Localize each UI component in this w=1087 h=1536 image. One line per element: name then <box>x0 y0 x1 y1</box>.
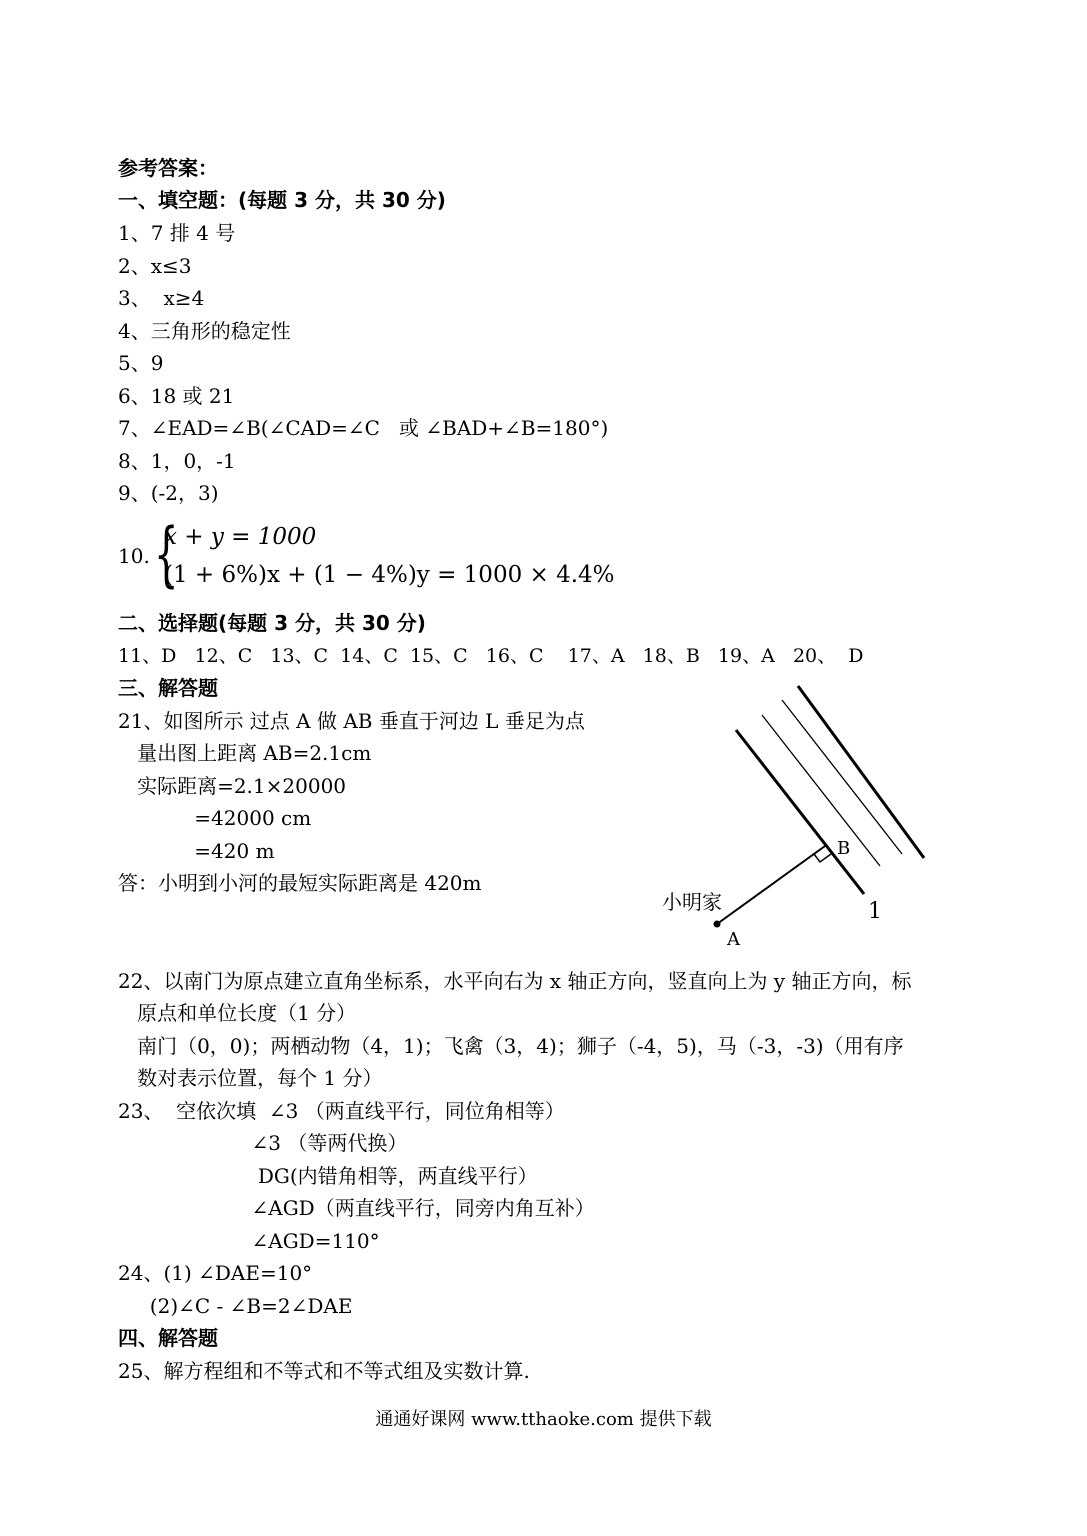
equation-2: (1 + 6%)x + (1 − 4%)y = 1000 × 4.4% <box>164 562 615 588</box>
answer-8: 8、1，0，-1 <box>118 449 236 473</box>
river-line-1 <box>736 730 864 894</box>
q21-line-4: =42000 cm <box>118 806 312 830</box>
answer-6: 6、18 或 21 <box>118 384 235 408</box>
footer-source: 通通好课网 www.tthaoke.com 提供下载 <box>375 1409 712 1430</box>
section-multiple-choice: 二、选择题(每题 3 分，共 30 分) <box>118 611 426 635</box>
river-diagram <box>650 680 950 960</box>
q21-line-1: 21、如图所示 过点 A 做 AB 垂直于河边 L 垂足为点 <box>118 709 585 733</box>
answer-3: 3、 x≥4 <box>118 286 205 310</box>
section-fill-in: 一、填空题：(每题 3 分，共 30 分) <box>118 188 446 212</box>
answer-1: 1、7 排 4 号 <box>118 221 236 245</box>
q24-line-2: (2)∠C - ∠B=2∠DAE <box>118 1294 353 1318</box>
perpendicular-ab <box>717 846 825 924</box>
river-line-2 <box>762 715 880 866</box>
label-l: 1 <box>868 899 882 924</box>
label-a: A <box>727 929 740 950</box>
river-line-3 <box>782 700 902 854</box>
brace-icon: { <box>154 513 179 595</box>
label-home: 小明家 <box>662 890 722 914</box>
section-solutions-4: 四、解答题 <box>118 1326 218 1350</box>
answer-5: 5、9 <box>118 351 164 375</box>
section-solutions: 三、解答题 <box>118 676 218 700</box>
q21-line-2: 量出图上距离 AB=2.1cm <box>118 741 372 765</box>
answer-4: 4、三角形的稳定性 <box>118 319 291 343</box>
q24-line-1: 24、(1) ∠DAE=10° <box>118 1261 313 1285</box>
answer-10-label: 10. <box>118 544 150 568</box>
q23-line-4: ∠AGD（两直线平行，同旁内角互补） <box>118 1196 595 1220</box>
q21-line-3: 实际距离=2.1×20000 <box>118 774 347 798</box>
answer-2: 2、x≤3 <box>118 254 192 278</box>
q23-line-5: ∠AGD=110° <box>118 1229 380 1253</box>
choice-answers: 11、D 12、C 13、C 14、C 15、C 16、C 17、A 18、B 19、A 20、 D <box>118 645 864 667</box>
answer-9: 9、(-2，3) <box>118 481 219 505</box>
point-a <box>714 921 721 928</box>
q22-line-4: 数对表示位置，每个 1 分） <box>118 1066 383 1090</box>
answer-heading: 参考答案： <box>118 156 218 180</box>
q23-line-1: 23、 空依次填 ∠3 （两直线平行，同位角相等） <box>118 1099 565 1123</box>
q25-line: 25、解方程组和不等式和不等式组及实数计算. <box>118 1359 530 1383</box>
q21-answer: 答：小明到小河的最短实际距离是 420m <box>118 871 482 895</box>
right-angle-mark <box>814 854 831 862</box>
q21-line-5: =420 m <box>118 839 275 863</box>
equation-1: x + y = 1000 <box>164 524 317 550</box>
label-b: B <box>837 838 851 859</box>
q23-line-3: DG(内错角相等，两直线平行） <box>118 1164 538 1188</box>
answer-7: 7、∠EAD=∠B(∠CAD=∠C 或 ∠BAD+∠B=180°) <box>118 416 609 440</box>
q23-line-2: ∠3 （等两代换） <box>118 1131 408 1155</box>
q22-line-2: 原点和单位长度（1 分） <box>118 1001 357 1025</box>
q22-line-1: 22、以南门为原点建立直角坐标系，水平向右为 x 轴正方向，竖直向上为 y 轴正方向，标 <box>118 969 912 993</box>
q22-line-3: 南门（0，0)；两栖动物（4，1)；飞禽（3，4)；狮子（-4，5)，马（-3，-3)（用有序 <box>118 1034 904 1058</box>
